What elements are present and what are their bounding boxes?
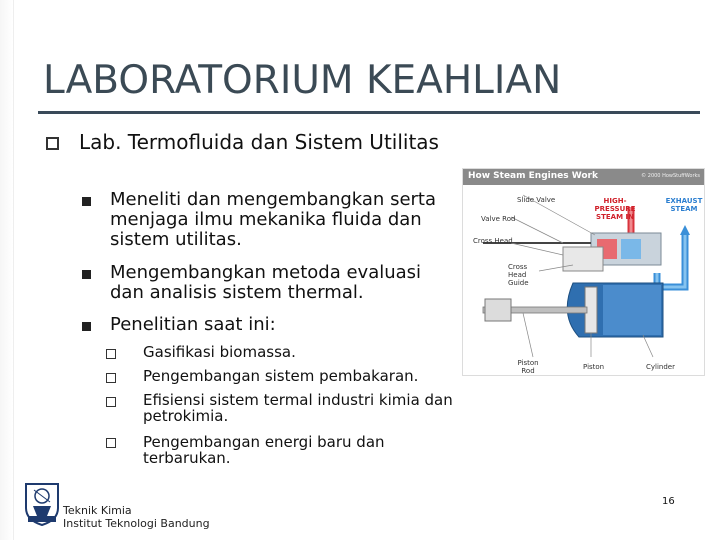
left-margin-band — [0, 0, 14, 540]
steam-engine-figure — [462, 168, 705, 376]
figure-label-slide-valve: Slide Valve — [517, 196, 556, 204]
footer-institute: Institut Teknologi Bandung — [63, 517, 210, 530]
figure-label-cylinder: Cylinder — [646, 363, 675, 371]
page-number: 16 — [662, 496, 675, 507]
footer-affiliation — [63, 504, 210, 530]
figure-label-high-pressure-steam: HIGH-PRESSURE STEAM IN — [594, 197, 636, 221]
hollow-square-bullet-icon — [106, 397, 116, 407]
figure-label-cross-head-guide: Cross Head Guide — [508, 263, 529, 287]
figure-label-exhaust-steam: EXHAUST STEAM — [665, 197, 703, 213]
institute-logo-icon — [23, 480, 61, 526]
sub-bullet-text: Mengembangkan metoda evaluasi dan analisis sistem thermal. — [110, 262, 422, 303]
filled-square-bullet-icon — [82, 322, 91, 331]
research-item-text: Pengembangan energi baru dan terbarukan. — [143, 433, 385, 467]
title-underline — [38, 111, 700, 114]
research-item-text: Efisiensi sistem termal industri kimia dan petrokimia. — [143, 391, 453, 425]
filled-square-bullet-icon — [82, 270, 91, 279]
hollow-square-bullet-icon — [106, 438, 116, 448]
slide-title: LABORATORIUM KEAHLIAN — [43, 58, 562, 103]
research-item-text: Gasifikasi biomassa. — [143, 343, 296, 361]
research-item-text: Pengembangan sistem pembakaran. — [143, 367, 419, 385]
hollow-square-bullet-icon — [106, 349, 116, 359]
steam-engine-diagram — [463, 185, 704, 375]
sub-bullet-text: Meneliti dan mengembangkan serta menjaga ilmu mekanika fluida dan sistem utilitas. — [110, 189, 437, 250]
hollow-square-bullet-icon — [46, 137, 59, 150]
figure-label-cross-head: Cross Head — [473, 237, 513, 245]
main-bullet-text: Lab. Termofluida dan Sistem Utilitas — [79, 130, 439, 154]
figure-label-piston-rod: Piston Rod — [517, 359, 539, 375]
figure-header-bar — [463, 169, 704, 185]
figure-label-valve-rod: Valve Rod — [481, 215, 516, 223]
figure-title: How Steam Engines Work — [468, 171, 598, 181]
filled-square-bullet-icon — [82, 197, 91, 206]
figure-label-piston: Piston — [583, 363, 605, 371]
hollow-square-bullet-icon — [106, 373, 116, 383]
footer-department: Teknik Kimia — [63, 504, 132, 517]
sub-bullet-text: Penelitian saat ini: — [110, 314, 276, 335]
figure-copyright: © 2000 HowStuffWorks — [641, 173, 700, 179]
